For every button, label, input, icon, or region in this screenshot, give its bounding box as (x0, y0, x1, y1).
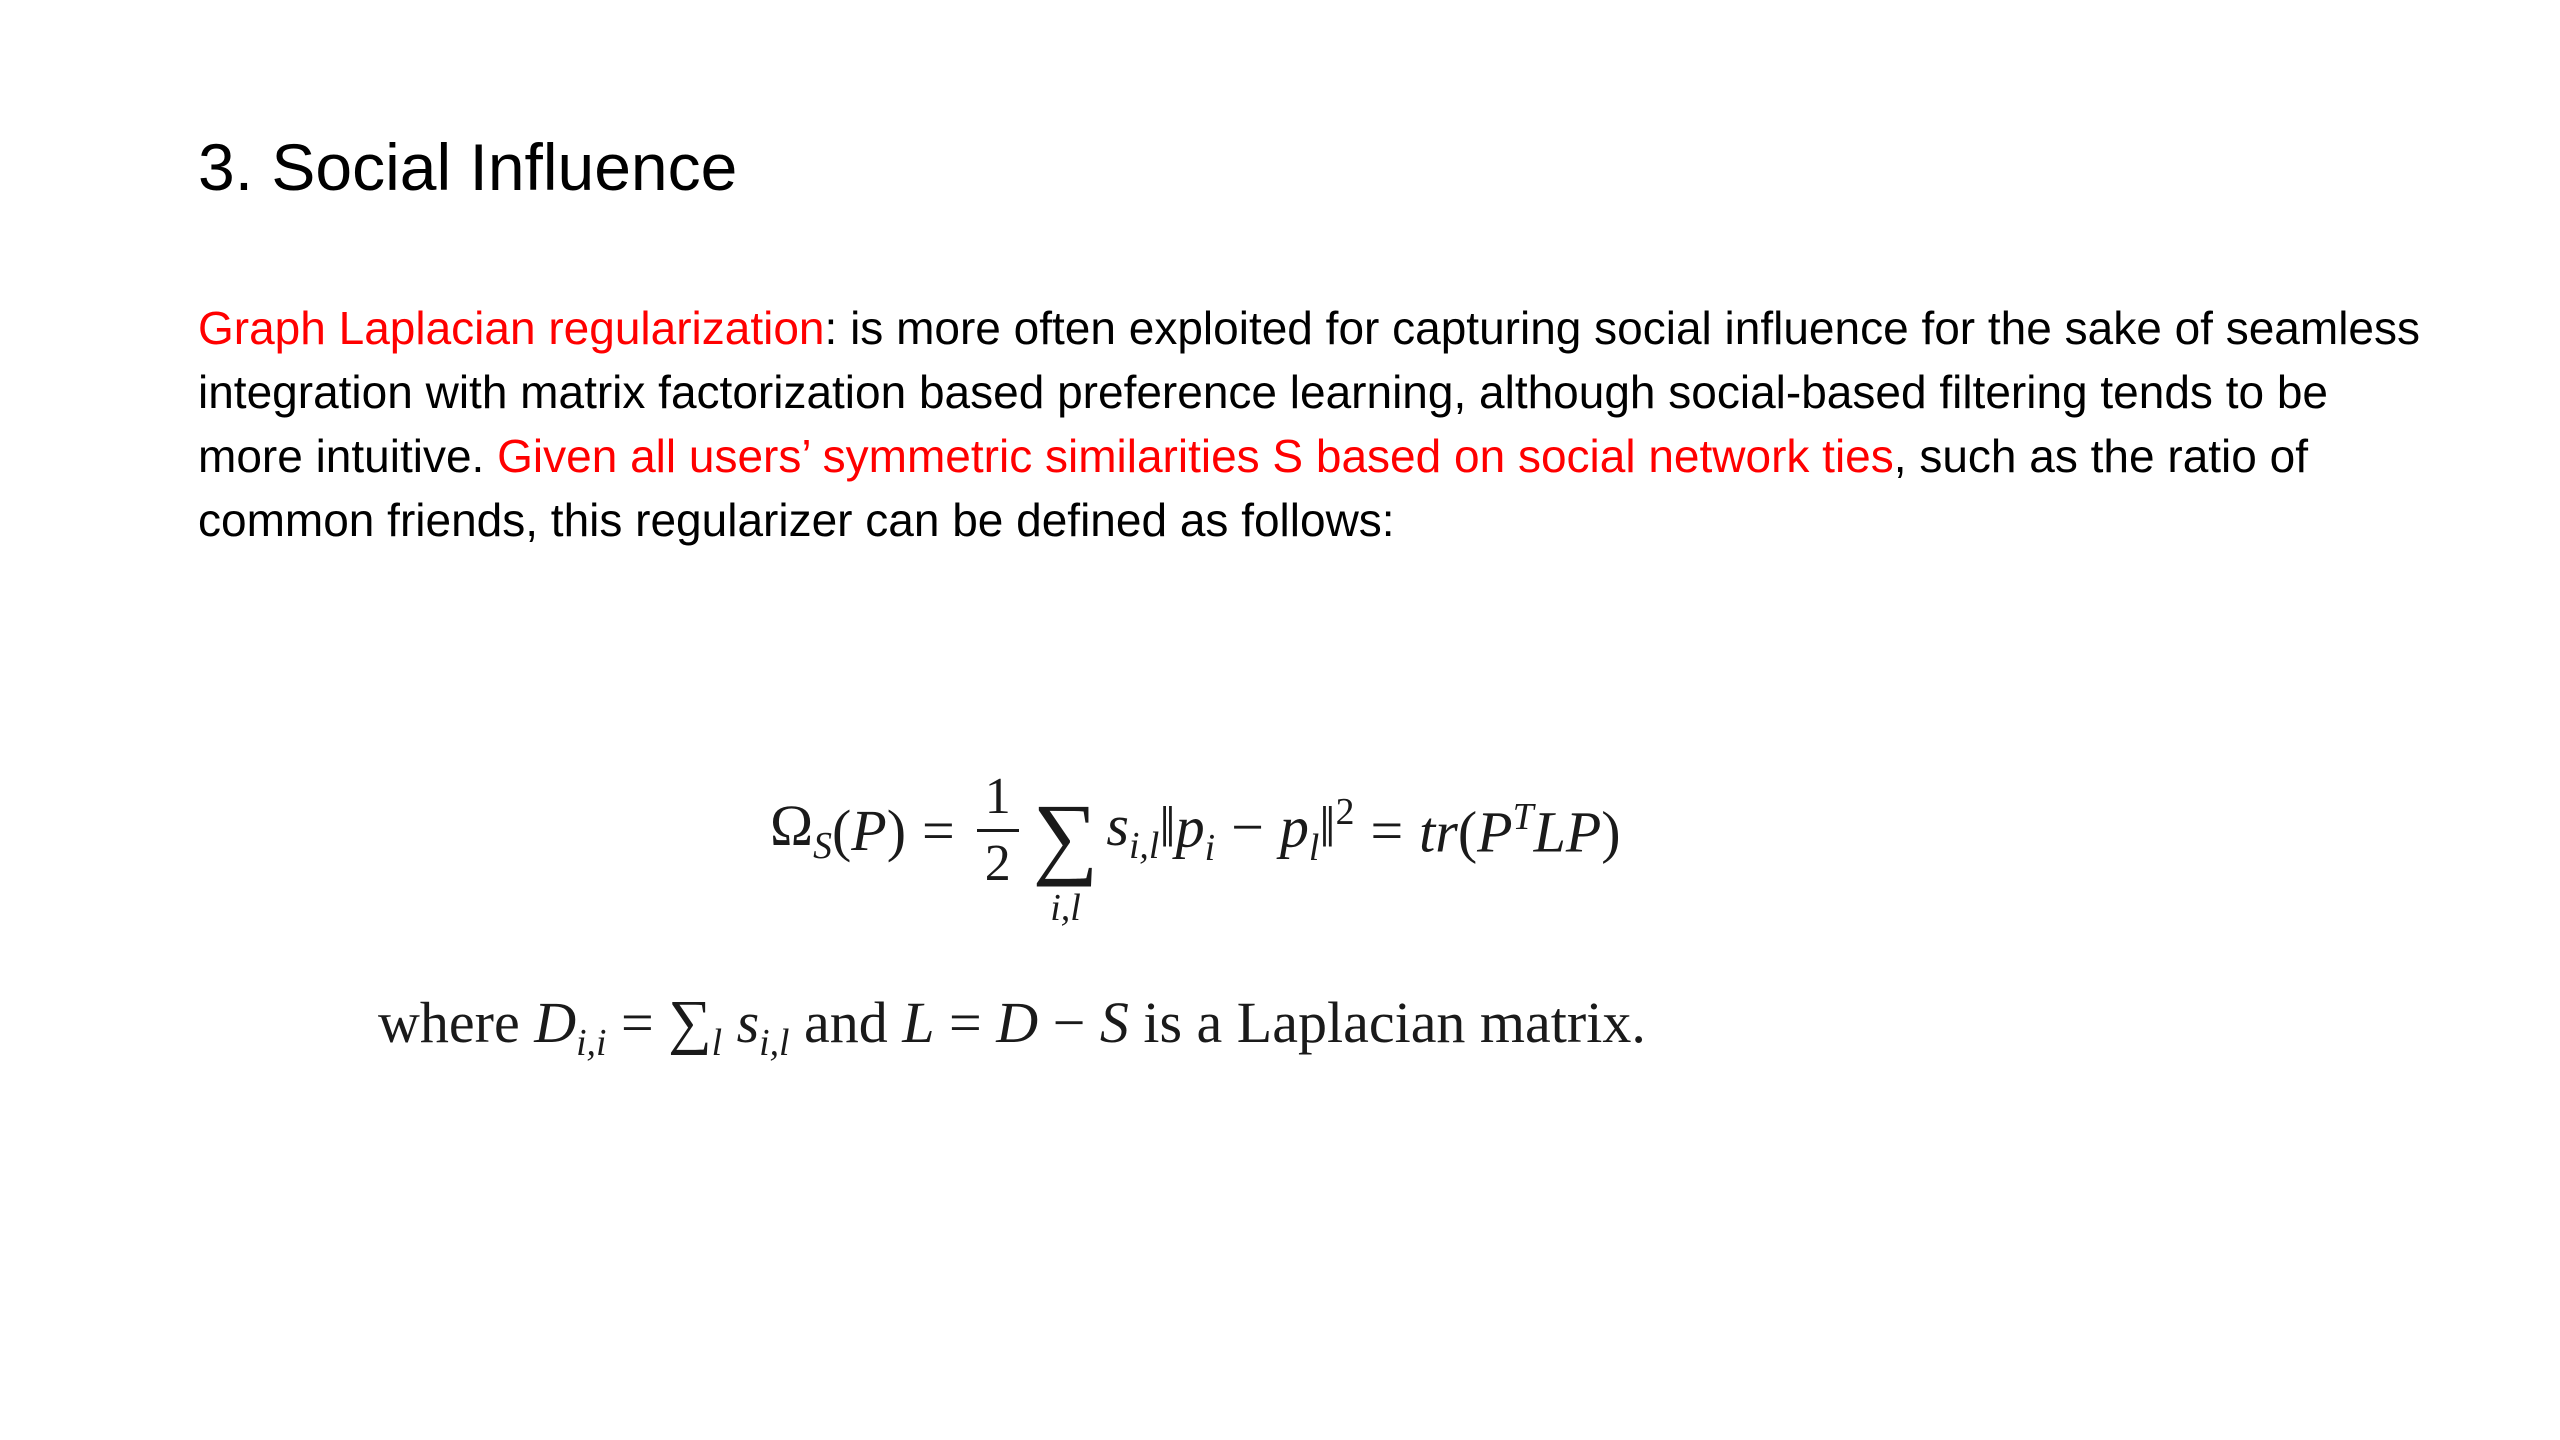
equals-sign-2: = (1370, 797, 1404, 863)
laplacian-definition (378, 986, 1646, 1066)
one-half-fraction: $\frac{1}{2}$ (977, 771, 1019, 890)
inline-sum: $\sum_l$ (668, 989, 723, 1065)
summation: ∑ i,l (1032, 785, 1099, 930)
degree-matrix: $D_{i,i}$ (534, 990, 607, 1065)
highlight-phrase: Given all users’ symmetric similarities S based on social network ties (497, 430, 1894, 482)
regularizer-equation (770, 730, 1621, 930)
equals-sign-3: = (620, 990, 654, 1055)
similarity-S: S (1099, 990, 1129, 1055)
equals-sign: = (922, 797, 955, 863)
slide-title: 3. Social Influence (198, 130, 738, 204)
norm-term: $‖p_i$ − $p_l‖^2$ (1159, 791, 1355, 869)
trace-term: $tr(P^TLP)$ (1419, 795, 1621, 865)
omega-argument: (P) (831, 797, 907, 863)
minus-sign: − (1052, 990, 1086, 1055)
where-word: where (378, 990, 520, 1055)
equals-sign-4: = (949, 990, 982, 1055)
and-word: and (804, 990, 888, 1055)
degree-D: D (996, 990, 1039, 1055)
definition-tail: is a Laplacian matrix. (1143, 990, 1646, 1055)
paragraph-text-1: : is more often exploited for capturing social influence for the sake of seamless integration with matrix factorization based preference learning, although social-based filtering tends to be more intuitive. (198, 302, 2421, 482)
paragraph-text-2: , such as the ratio of common friends, this regularizer can be defined as follows: (198, 430, 2309, 546)
highlight-term: Graph Laplacian regularization (198, 302, 825, 354)
omega-symbol: $\Omega_S$ (770, 792, 832, 868)
inline-similarity: $s_{i,l}$ (736, 990, 790, 1065)
body-paragraph (198, 296, 2428, 552)
laplacian-L: L (902, 990, 935, 1055)
similarity-term: $s_{i,l}$ (1106, 792, 1160, 868)
